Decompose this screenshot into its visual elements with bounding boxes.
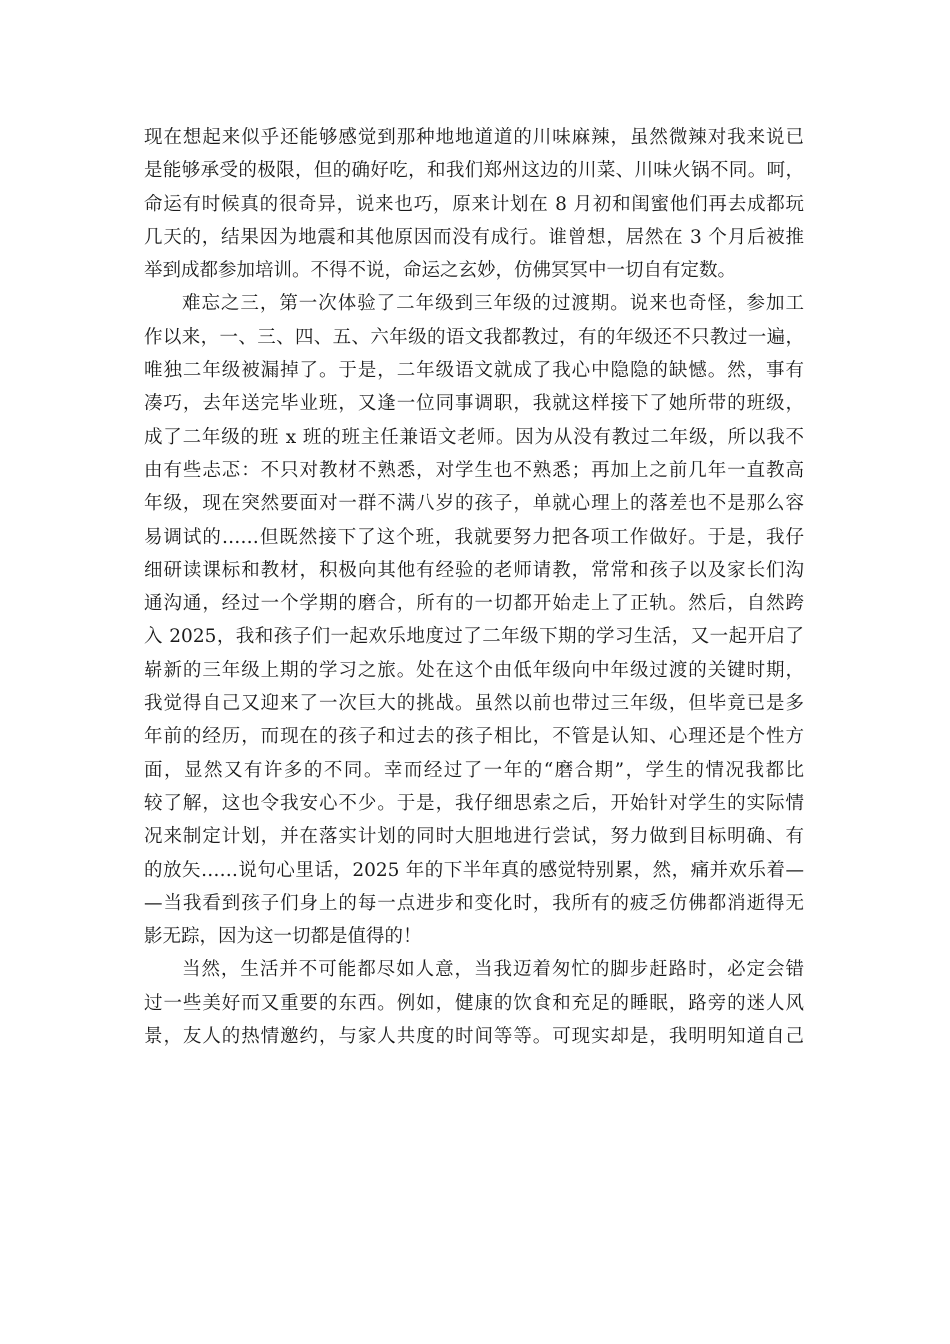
text-line: 影无踪，因为这一切都是值得的！ (144, 926, 422, 948)
text-line: 易调试的……但既然接下了这个班，我就要努力把各项工作做好。于是，我仔 (144, 526, 804, 548)
text-line: 几天的，结果因为地震和其他原因而没有成行。谁曾想，居然在 3 个月后被推 (144, 226, 804, 248)
text-line: 崭新的三年级上期的学习之旅。处在这个由低年级向中年级过渡的关键时期， (144, 659, 804, 681)
text-line: 年级，现在突然要面对一群不满八岁的孩子，单就心理上的落差也不是那么容 (144, 493, 804, 515)
document-page (144, 121, 804, 1053)
text-line: 当然，生活并不可能都尽如人意，当我迈着匆忙的脚步赶路时，必定会错 (182, 959, 804, 981)
text-line: 成了二年级的班 x 班的班主任兼语文老师。因为从没有教过二年级，所以我不 (144, 426, 804, 448)
text-line: 是能够承受的极限，但的确好吃，和我们郑州这边的川菜、川味火锅不同。呵， (144, 160, 804, 182)
text-line: 凑巧，去年送完毕业班，又逢一位同事调职，我就这样接下了她所带的班级， (144, 393, 804, 415)
paragraph-1 (144, 121, 804, 287)
text-line: 唯独二年级被漏掉了。于是，二年级语文就成了我心中隐隐的缺憾。然，事有 (144, 360, 804, 382)
paragraph-2 (144, 287, 804, 953)
text-line: 现在想起来似乎还能够感觉到那种地地道道的川味麻辣，虽然微辣对我来说已 (144, 127, 804, 148)
text-line: 细研读课标和教材，积极向其他有经验的老师请教，常常和孩子以及家长们沟 (144, 559, 804, 581)
text-line: 景，友人的热情邀约，与家人共度的时间等等。可现实却是，我明明知道自己 (144, 1026, 804, 1048)
paragraph-3 (144, 953, 804, 1053)
text-line: 过一些美好而又重要的东西。例如，健康的饮食和充足的睡眠，路旁的迷人风 (144, 992, 804, 1014)
text-line: 我觉得自己又迎来了一次巨大的挑战。虽然以前也带过三年级，但毕竟已是多 (144, 693, 804, 715)
text-line: 命运有时候真的很奇异，说来也巧，原来计划在 8 月初和闺蜜他们再去成都玩 (144, 193, 804, 215)
text-line: 由有些忐忑：不只对教材不熟悉，对学生也不熟悉；再加上之前几年一直教高 (144, 459, 804, 481)
text-line: 入 2025，我和孩子们一起欢乐地度过了二年级下期的学习生活，又一起开启了 (144, 626, 804, 648)
text-line: 面，显然又有许多的不同。幸而经过了一年的“磨合期”，学生的情况我都比 (144, 759, 804, 781)
text-line: 难忘之三，第一次体验了二年级到三年级的过渡期。说来也奇怪，参加工 (182, 293, 804, 315)
text-line: 况来制定计划，并在落实计划的同时大胆地进行尝试，努力做到目标明确、有 (144, 826, 804, 848)
text-line: 作以来，一、三、四、五、六年级的语文我都教过，有的年级还不只教过一遍， (144, 326, 804, 348)
text-line: 的放矢……说句心里话，2025 年的下半年真的感觉特别累，然，痛并欢乐着— (144, 859, 804, 881)
text-line: 较了解，这也令我安心不少。于是，我仔细思索之后，开始针对学生的实际情 (144, 792, 804, 814)
text-line: 举到成都参加培训。不得不说，命运之玄妙，仿佛冥冥中一切自有定数。 (144, 260, 737, 282)
text-line: 年前的经历，而现在的孩子和过去的孩子相比，不管是认知、心理还是个性方 (144, 726, 804, 748)
text-line: —当我看到孩子们身上的每一点进步和变化时，我所有的疲乏仿佛都消逝得无 (144, 892, 804, 914)
text-line: 通沟通，经过一个学期的磨合，所有的一切都开始走上了正轨。然后，自然跨 (144, 593, 804, 615)
